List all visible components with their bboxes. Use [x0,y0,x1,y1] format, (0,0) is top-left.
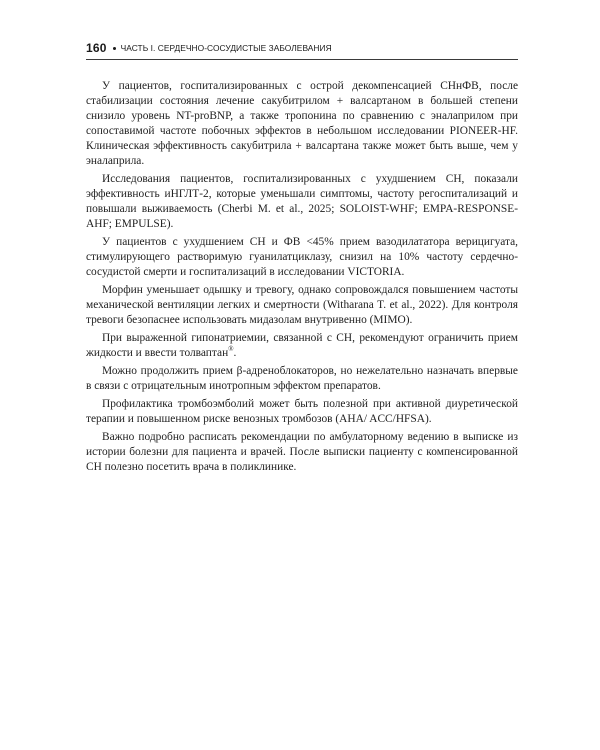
paragraph-discharge: Важно подробно расписать рекомендации по амбулаторному ведению в выписке из истории болезни для пациента и врачей. После выписки пациенту с компенсированной СН полезно посетить врача в поликлинике. [86,431,518,473]
section-title: ЧАСТЬ I. СЕРДЕЧНО-СОСУДИСТЫЕ ЗАБОЛЕВАНИЯ [120,43,332,53]
hyponatremia-text: При выраженной гипонатриемии, связанной с СН, рекомендуют ограничить прием жидкости и ввести толваптан [86,332,518,359]
paragraph-sacubitril: У пациентов, госпитализированных с острой декомпенсацией СНнФВ, после стабилизации состояния лечение сакубитрилом + валсартаном в большей степени снизило уровень NT-proBNP, а также тропонина по сравнению с эналаприлом при сопоставимой частоте побочных эффектов в небольшом исследовании PIONEER-HF. Клиническая эффективность сакубитрила + валсартана также может быть выше, чем у эналаприла. [86,80,518,167]
paragraph-thromboembolism: Профилактика тромбоэмболий может быть полезной при активной диуретической терапии и повышенном риске венозных тромбозов (AHA/ ACC/HFSA). [86,398,518,425]
registered-mark: ® [228,345,234,354]
bullet-separator [113,47,116,50]
page-number: 160 [86,41,107,55]
paragraph-sglt2: Исследования пациентов, госпитализированных с ухудшением СН, показали эффективность иНГЛТ-2, которые уменьшали симптомы, частоту регоспитализаций и повышали выживаемость (Cherbi M. et al., 2025; SOLOIST-WHF; EMPA-RESPONSE-AHF; EMPULSE). [86,173,518,230]
paragraph-morphine: Морфин уменьшает одышку и тревогу, однако сопровождался повышением частоты механической вентиляции легких и смертности (Witharana T. et al., 2022). Для контроля тревоги безопаснее использовать мидазолам внутривенно (MIMO). [86,284,518,326]
paragraph-beta-blockers: Можно продолжить прием β-адреноблокаторов, но нежелательно назначать впервые в связи с отрицательным инотропным эффектом препаратов. [86,365,518,392]
paragraph-vericiguat: У пациентов с ухудшением СН и ФВ <45% прием вазодилататора верицигуата, стимулирующего растворимую гуанилатциклазу, снизил на 10% частоту сердечно-сосудистой смерти и госпитализаций в исследовании VICTORIA. [86,236,518,278]
body-text [86,79,518,475]
running-header [86,40,518,60]
hyponatremia-period: . [233,347,237,359]
book-page [86,40,518,478]
paragraph-hyponatremia [86,331,518,361]
